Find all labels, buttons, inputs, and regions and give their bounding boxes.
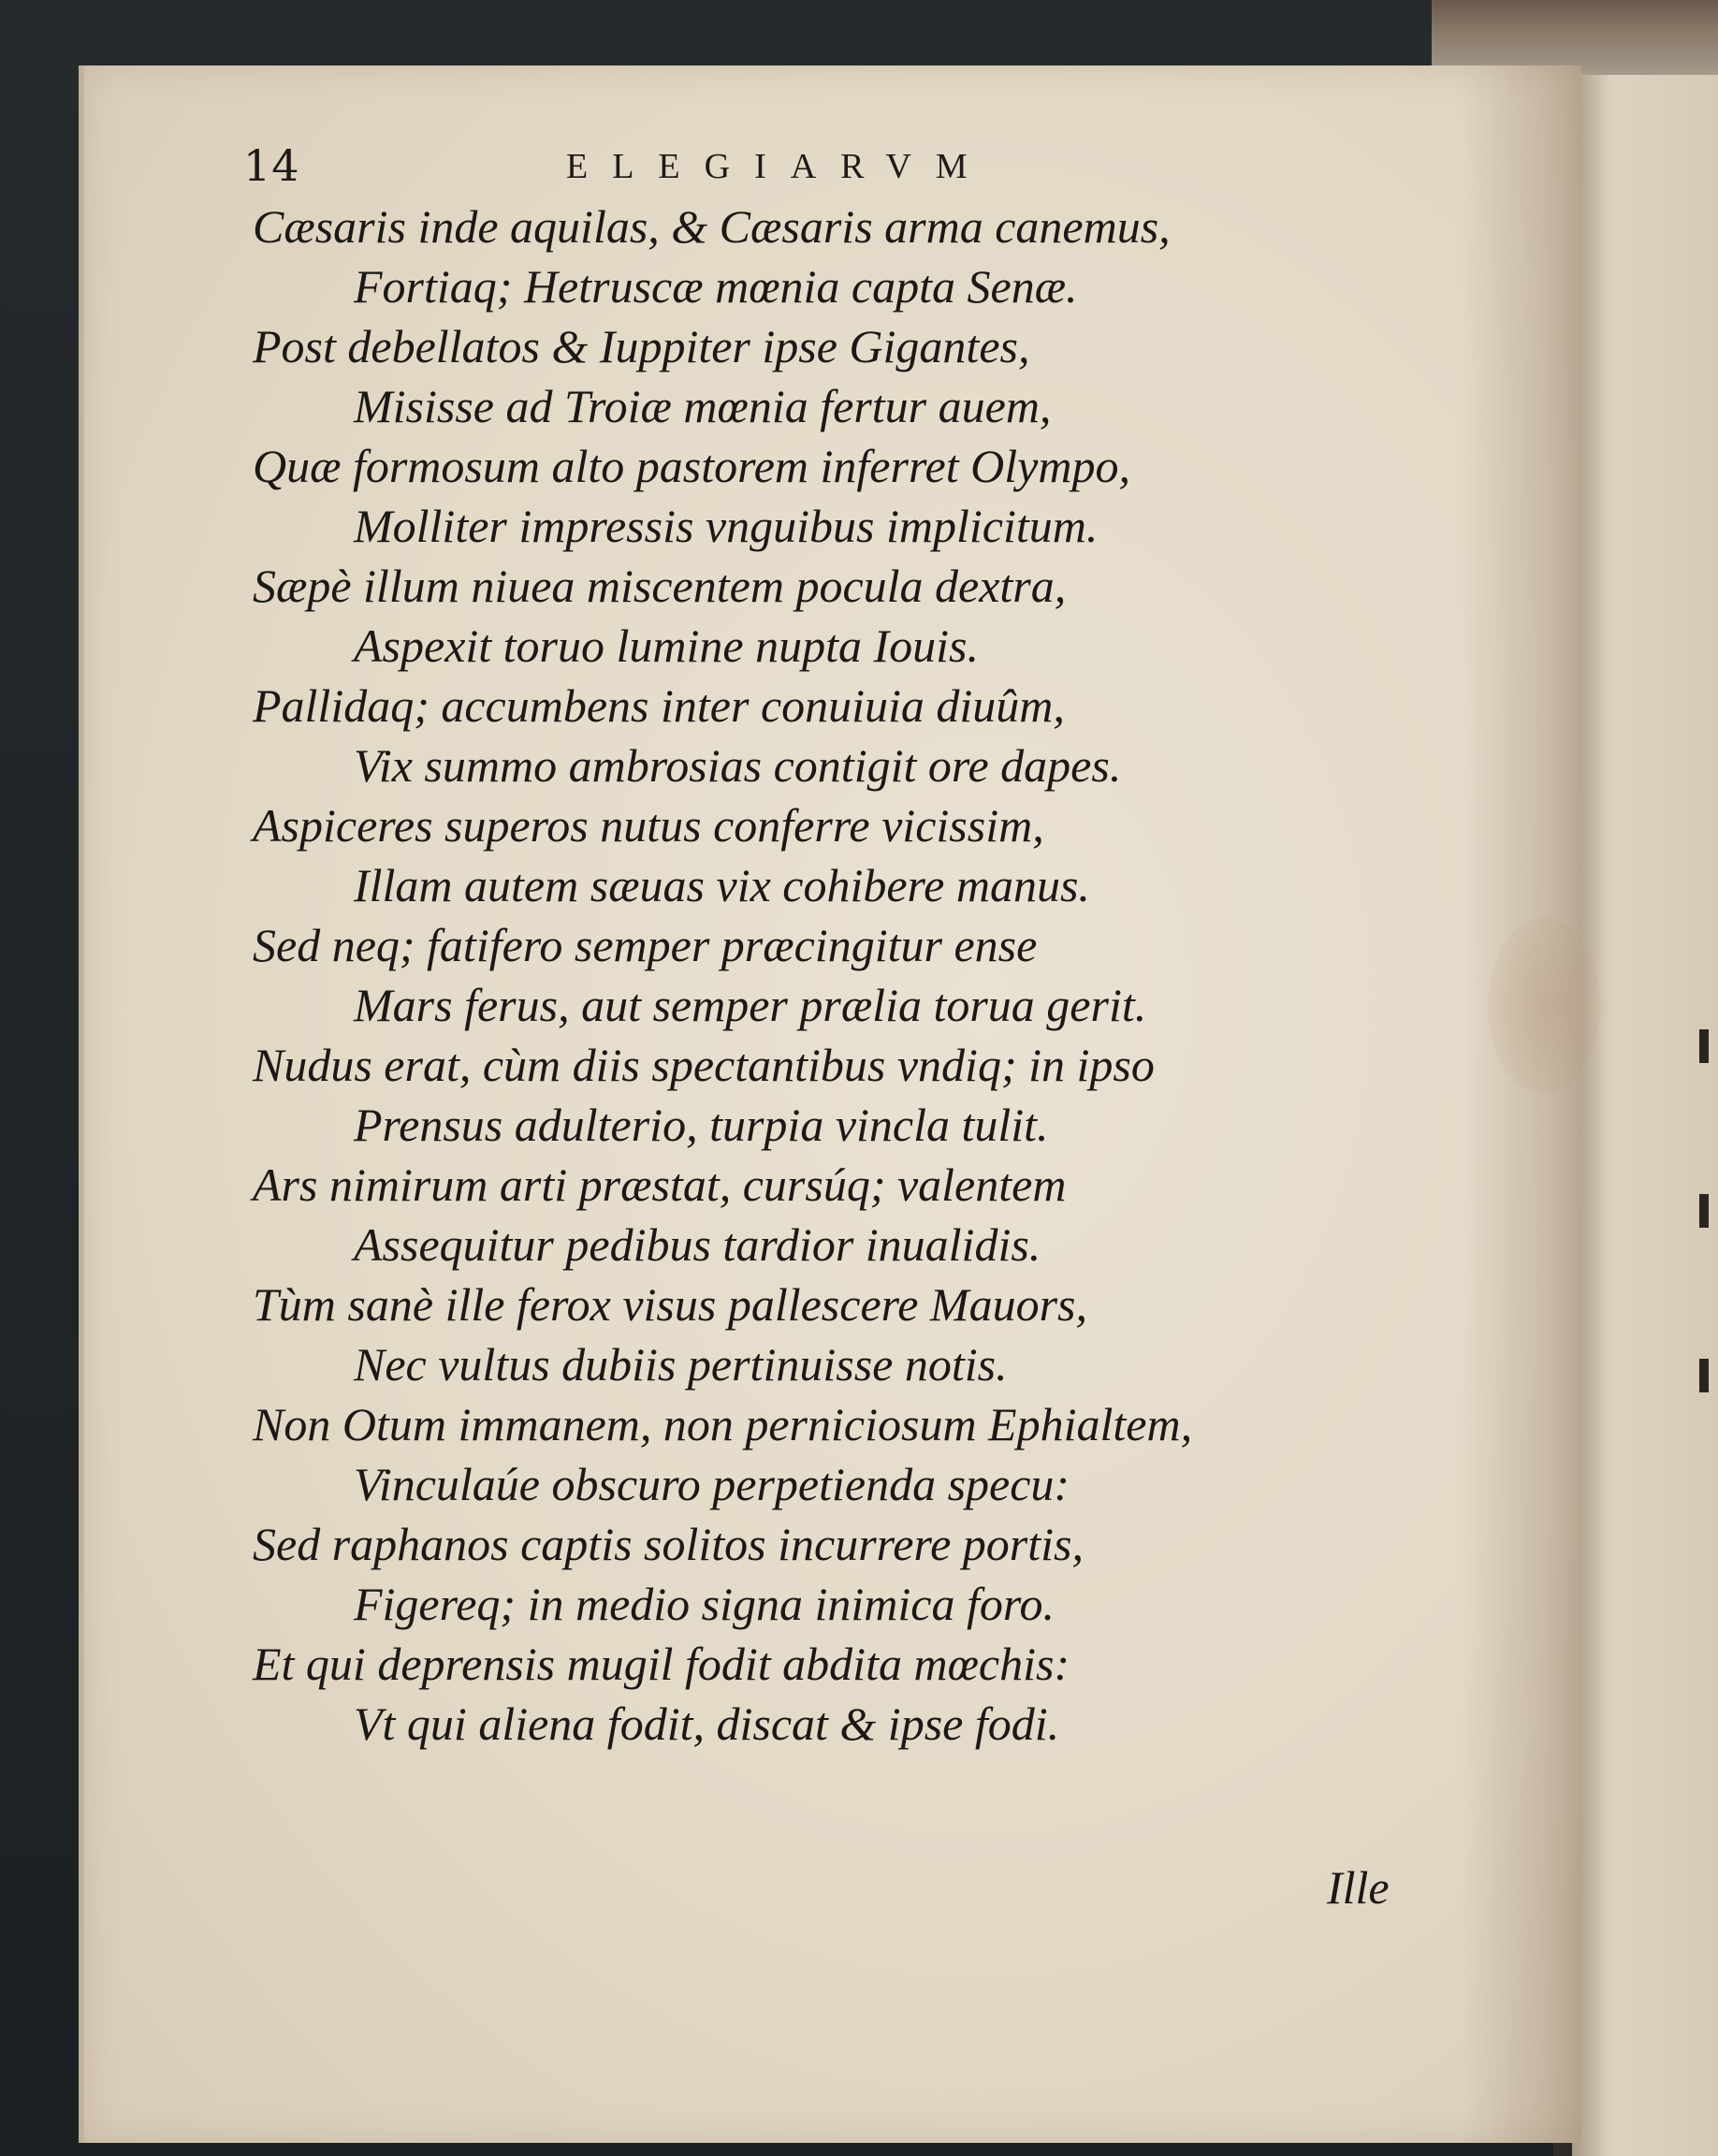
verse-line: Cæsaris inde aquilas, & Cæsaris arma canemus, — [253, 200, 1171, 253]
verse-line: Nudus erat, cùm diis spectantibus vndiq; in ipso — [253, 1039, 1155, 1091]
verse-line: Aspiceres superos nutus conferre vicissim, — [253, 799, 1044, 852]
verse-line: Pallidaq; accumbens inter conuiuia diuûm, — [253, 679, 1065, 732]
verse-line: Misisse ad Troiæ mœnia fertur auem, — [354, 380, 1052, 432]
verse-line: Mars ferus, aut semper prælia torua gerit. — [354, 979, 1147, 1031]
verse-line: Non Otum immanem, non perniciosum Ephialtem, — [253, 1398, 1193, 1450]
ink-mark — [1699, 1359, 1709, 1392]
verse-line: Figereq; in medio signa inimica foro. — [354, 1578, 1055, 1630]
verse-line: Vt qui aliena fodit, discat & ipse fodi. — [354, 1697, 1060, 1750]
verse-line: Molliter impressis vnguibus implicitum. — [354, 500, 1099, 552]
verse-line: Assequitur pedibus tardior inualidis. — [354, 1218, 1041, 1271]
verse-line: Illam autem sæuas vix cohibere manus. — [354, 859, 1090, 911]
verse-text — [253, 197, 1432, 1754]
verse-line: Post debellatos & Iuppiter ipse Gigantes, — [253, 320, 1030, 372]
verse-line: Quæ formosum alto pastorem inferret Olympo, — [253, 440, 1130, 492]
verse-line: Et qui deprensis mugil fodit abdita mœchis: — [253, 1638, 1070, 1690]
verse-line: Fortiaq; Hetruscæ mœnia capta Senæ. — [354, 260, 1078, 313]
facing-page-marks — [1694, 1029, 1718, 1591]
verse-line: Prensus adulterio, turpia vincla tulit. — [354, 1099, 1049, 1151]
verse-line: Tùm sanè ille ferox visus pallescere Mauors, — [253, 1278, 1087, 1331]
ink-mark — [1699, 1029, 1709, 1063]
ink-mark — [1699, 1194, 1709, 1228]
verse-line: Sed raphanos captis solitos incurrere portis, — [253, 1518, 1084, 1570]
running-head: ELEGIARVM — [566, 147, 992, 186]
verse-line: Ars nimirum arti præstat, cursúq; valentem — [253, 1158, 1067, 1211]
verse-line: Vinculaúe obscuro perpetienda specu: — [354, 1458, 1070, 1510]
verse-line: Vix summo ambrosias contigit ore dapes. — [354, 739, 1122, 792]
page-gutter — [1460, 66, 1581, 2143]
verse-line: Aspexit toruo lumine nupta Iouis. — [354, 619, 979, 672]
verse-line: Nec vultus dubiis pertinuisse notis. — [354, 1338, 1008, 1391]
page-number: 14 — [243, 140, 300, 191]
page-stain — [1488, 917, 1600, 1095]
page-header — [243, 140, 1366, 197]
verse-line: Sed neq; fatifero semper præcingitur ense — [253, 919, 1038, 971]
catchword: Ille — [1327, 1861, 1390, 1914]
verse-line: Sæpè illum niuea miscentem pocula dextra, — [253, 560, 1067, 612]
